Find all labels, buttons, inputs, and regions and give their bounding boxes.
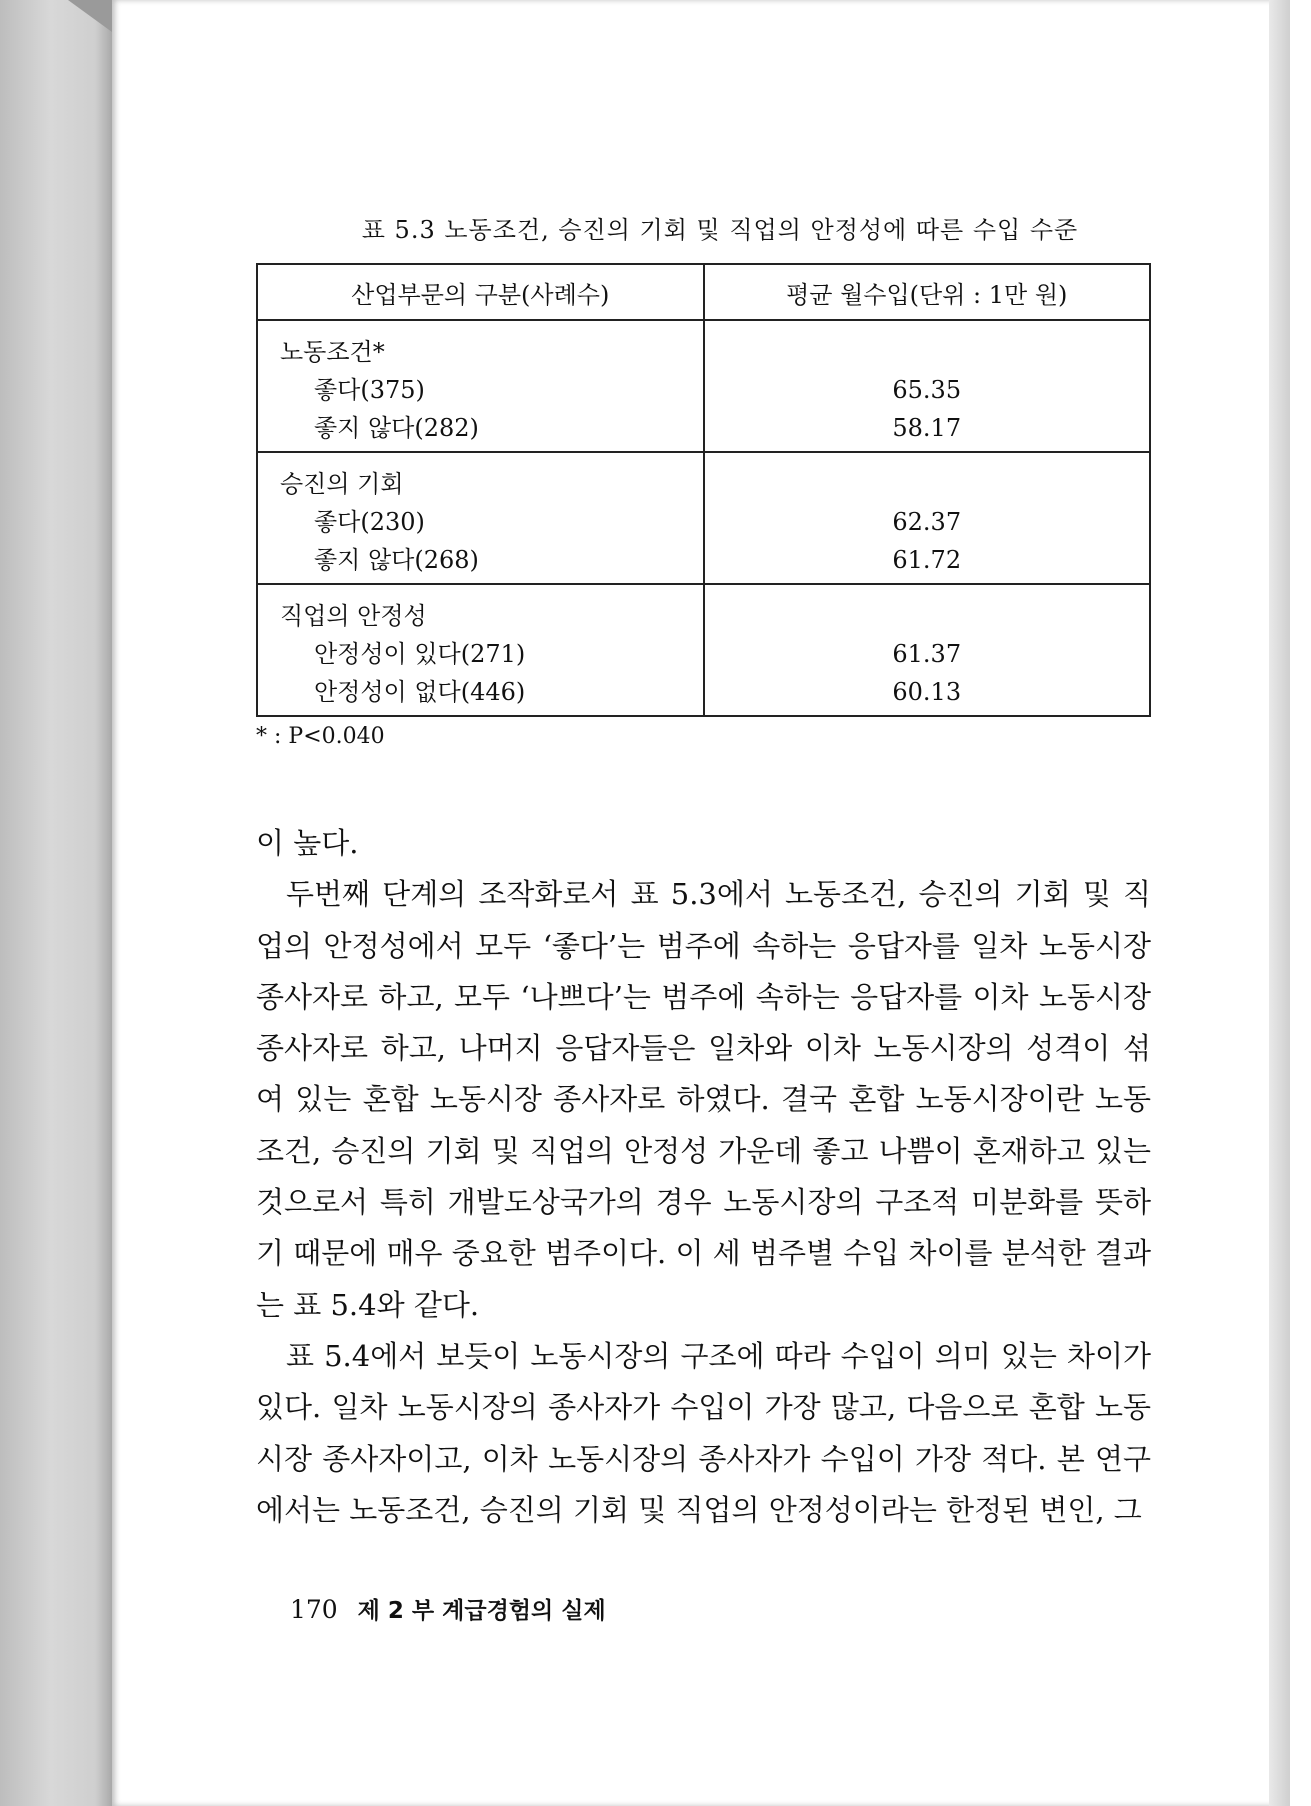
row-value: 58.17 [892,414,962,442]
row-value: 60.13 [892,678,962,706]
group-label: 노동조건* [280,338,385,366]
table-group-job-stability [257,584,1150,716]
row-value: 65.35 [892,376,962,404]
col-header-income: 평균 월수입(단위 : 1만 원) [704,264,1151,320]
col-header-sector: 산업부문의 구분(사례수) [257,264,704,320]
row-label: 안정성이 있다(271) [314,640,526,668]
paragraph: 두번째 단계의 조작화로서 표 5.3에서 노동조건, 승진의 기회 및 직업의 안정성에서 모두 ‘좋다’는 범주에 속하는 응답자를 일차 노동시장 종사자로 하고, 모두 ‘나쁘다’는 범주에 속하는 응답자를 이차 노동시장 종사자로 하고, 나머지 응답자들은 일차와 이차 노동시장의 성격이 섞여 있는 혼합 노동시장 종사자로 하였다. 결국 혼합 노동시장이란 노동조건, 승진의 기회 및 직업의 안정성 가운데 좋고 나쁨이 혼재하고 있는 것으로서 특히 개발도상국가의 경우 노동시장의 구조적 미분화를 뜻하기 때문에 매우 중요한 범주이다. 이 세 범주별 수입 차이를 분석한 결과는 표 5.4와 같다. [256,877,1152,1322]
row-value: 62.37 [892,508,962,536]
body-text [256,818,1151,1536]
book-corner [68,0,112,32]
row-label: 좋지 않다(268) [314,546,479,574]
paragraph: 이 높다. [256,826,359,860]
page-number: 170 [290,1595,338,1624]
table-group-promotion [257,452,1150,584]
row-label: 안정성이 없다(446) [314,678,526,706]
section-title: 제 2 부 계급경험의 실제 [357,1598,606,1624]
group-label: 직업의 안정성 [280,602,427,630]
row-label: 좋지 않다(282) [314,414,479,442]
page-edge [1269,0,1290,1806]
income-table [256,263,1151,717]
table-caption: 표 5.3 노동조건, 승진의 기회 및 직업의 안정성에 따른 수입 수준 [361,216,1079,244]
paragraph: 표 5.4에서 보듯이 노동시장의 구조에 따라 수입이 의미 있는 차이가 있다. 일차 노동시장의 종사자가 수입이 가장 많고, 다음으로 혼합 노동시장 종사자이고, 이차 노동시장의 종사자가 수입이 가장 적다. 본 연구에서는 노동조건, 승진의 기회 및 직업의 안정성이라는 한정된 변인, 그 [256,1338,1151,1527]
table-group-working-conditions [257,320,1150,452]
row-value: 61.37 [892,640,962,668]
row-label: 좋다(230) [314,508,425,536]
table-footnote: * : P<0.040 [256,724,385,749]
group-label: 승진의 기회 [280,470,404,498]
page-footer [290,1592,606,1625]
table-header-row [257,264,1150,320]
book-spine [0,0,112,1806]
row-value: 61.72 [892,546,962,574]
row-label: 좋다(375) [314,376,425,404]
